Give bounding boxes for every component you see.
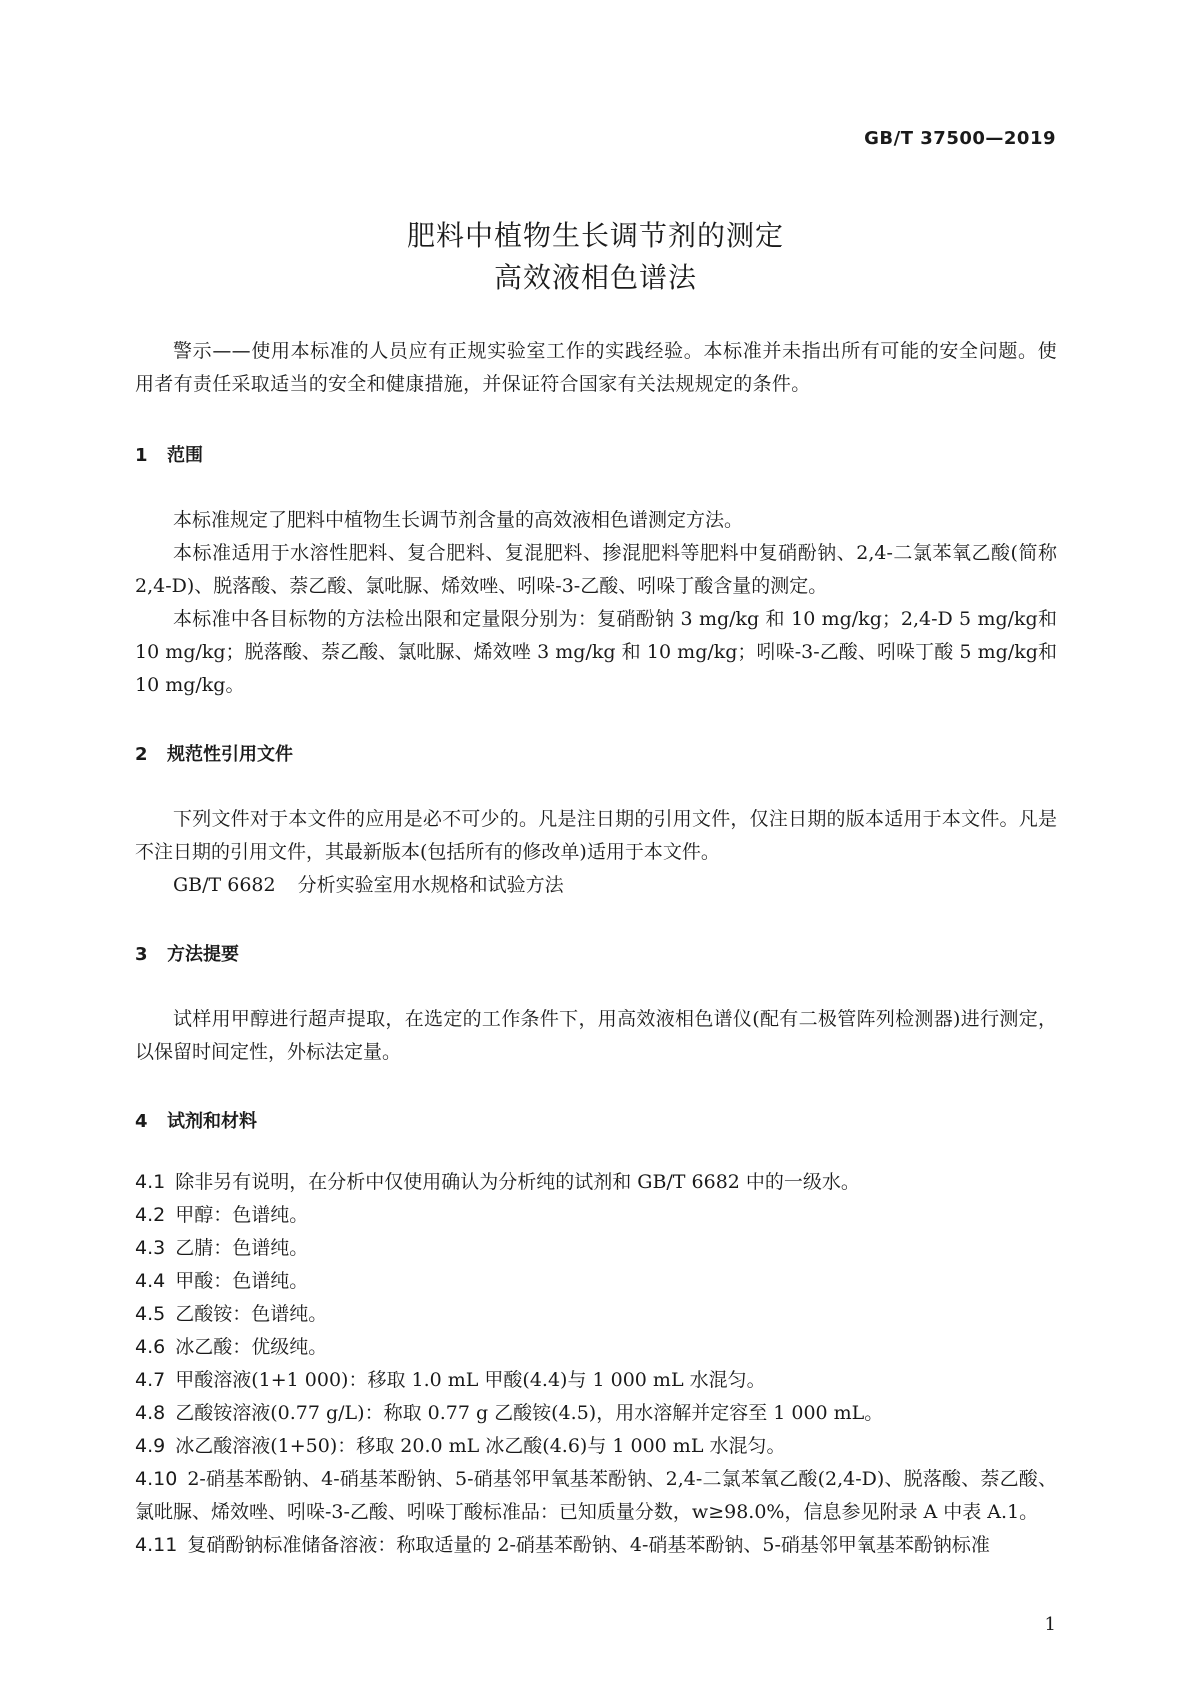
item-number: 4.4: [135, 1270, 166, 1292]
section-title: 方法提要: [167, 944, 239, 965]
reference-title: 分析实验室用水规格和试验方法: [297, 874, 564, 896]
page-number: 1: [1044, 1614, 1056, 1635]
reagent-item: [135, 1298, 1057, 1331]
document-title-line1: 肥料中植物生长调节剂的测定: [406, 219, 784, 252]
section-heading-1: [135, 439, 1057, 472]
section-title: 范围: [167, 445, 203, 466]
references-paragraph: 下列文件对于本文件的应用是必不可少的。凡是注日期的引用文件，仅注日期的版本适用于本文件。凡是不注日期的引用文件，其最新版本(包括所有的修改单)适用于本文件。: [135, 808, 1057, 863]
reagent-item: [135, 1397, 1057, 1430]
standard-number: GB/T 37500—2019: [864, 128, 1056, 149]
reagent-item: [135, 1430, 1057, 1463]
section-heading-4: [135, 1105, 1057, 1138]
item-text: 冰乙酸溶液(1+50)：移取 20.0 mL 冰乙酸(4.6)与 1 000 mL 水混匀。: [175, 1435, 786, 1457]
scope-paragraph-1: 本标准规定了肥料中植物生长调节剂含量的高效液相色谱测定方法。: [173, 509, 744, 531]
section-number: 2: [135, 744, 148, 765]
item-text: 甲酸：色谱纯。: [175, 1270, 309, 1292]
section-number: 1: [135, 445, 148, 466]
item-number: 4.6: [135, 1336, 166, 1358]
document-title-line2: 高效液相色谱法: [493, 261, 697, 294]
item-number: 4.5: [135, 1303, 166, 1325]
item-number: 4.8: [135, 1402, 166, 1424]
reagent-item: [135, 1529, 1057, 1562]
item-text: 乙酸铵：色谱纯。: [175, 1303, 328, 1325]
scope-paragraph-3: 本标准中各目标物的方法检出限和定量限分别为：复硝酚钠 3 mg/kg 和 10 mg/kg；2,4-D 5 mg/kg和 10 mg/kg；脱落酸、萘乙酸、氯吡脲、烯效唑 3 mg/kg 和 10 mg/kg；吲哚-3-乙酸、吲哚丁酸 5 mg/kg和 10 mg/kg。: [135, 608, 1057, 696]
item-number: 4.9: [135, 1435, 166, 1457]
document-body: [135, 335, 1057, 1562]
item-number: 4.1: [135, 1171, 166, 1193]
reagent-item: [135, 1199, 1057, 1232]
section-heading-2: [135, 738, 1057, 771]
item-text: 2-硝基苯酚钠、4-硝基苯酚钠、5-硝基邻甲氧基苯酚钠、2,4-二氯苯氧乙酸(2,4-D)、脱落酸、萘乙酸、氯吡脲、烯效唑、吲哚-3-乙酸、吲哚丁酸标准品：已知质量分数，w≥98.0%，信息参见附录 A 中表 A.1。: [135, 1468, 1057, 1523]
item-number: 4.2: [135, 1204, 166, 1226]
item-text: 除非另有说明，在分析中仅使用确认为分析纯的试剂和 GB/T 6682 中的一级水。: [175, 1171, 860, 1193]
reagent-list: [135, 1166, 1057, 1562]
item-number: 4.11: [135, 1534, 178, 1556]
section-number: 3: [135, 944, 148, 965]
reference-entry: [135, 869, 1057, 902]
reagent-item: [135, 1265, 1057, 1298]
section-title: 试剂和材料: [167, 1111, 257, 1132]
item-text: 甲酸溶液(1+1 000)：移取 1.0 mL 甲酸(4.4)与 1 000 mL 水混匀。: [175, 1369, 766, 1391]
reagent-item: [135, 1364, 1057, 1397]
item-number: 4.7: [135, 1369, 166, 1391]
safety-warning: 警示——使用本标准的人员应有正规实验室工作的实践经验。本标准并未指出所有可能的安全问题。使用者有责任采取适当的安全和健康措施，并保证符合国家有关法规规定的条件。: [135, 340, 1057, 395]
item-text: 乙酸铵溶液(0.77 g/L)：称取 0.77 g 乙酸铵(4.5)，用水溶解并定容至 1 000 mL。: [175, 1402, 884, 1424]
reagent-item: [135, 1331, 1057, 1364]
item-number: 4.3: [135, 1237, 166, 1259]
item-text: 乙腈：色谱纯。: [175, 1237, 309, 1259]
item-number: 4.10: [135, 1468, 178, 1490]
item-text: 甲醇：色谱纯。: [175, 1204, 309, 1226]
reference-code: GB/T 6682: [173, 874, 276, 896]
reagent-item: [135, 1463, 1057, 1529]
section-title: 规范性引用文件: [167, 744, 293, 765]
reagent-item: [135, 1232, 1057, 1265]
item-text: 复硝酚钠标准储备溶液：称取适量的 2-硝基苯酚钠、4-硝基苯酚钠、5-硝基邻甲氧基苯酚钠标准: [187, 1534, 990, 1556]
method-summary-paragraph: 试样用甲醇进行超声提取，在选定的工作条件下，用高效液相色谱仪(配有二极管阵列检测器)进行测定，以保留时间定性，外标法定量。: [135, 1008, 1057, 1063]
item-text: 冰乙酸：优级纯。: [175, 1336, 328, 1358]
section-number: 4: [135, 1111, 148, 1132]
reagent-item: [135, 1166, 1057, 1199]
section-heading-3: [135, 938, 1057, 971]
scope-paragraph-2: 本标准适用于水溶性肥料、复合肥料、复混肥料、掺混肥料等肥料中复硝酚钠、2,4-二氯苯氧乙酸(简称 2,4-D)、脱落酸、萘乙酸、氯吡脲、烯效唑、吲哚-3-乙酸、吲哚丁酸含量的测定。: [135, 542, 1057, 597]
